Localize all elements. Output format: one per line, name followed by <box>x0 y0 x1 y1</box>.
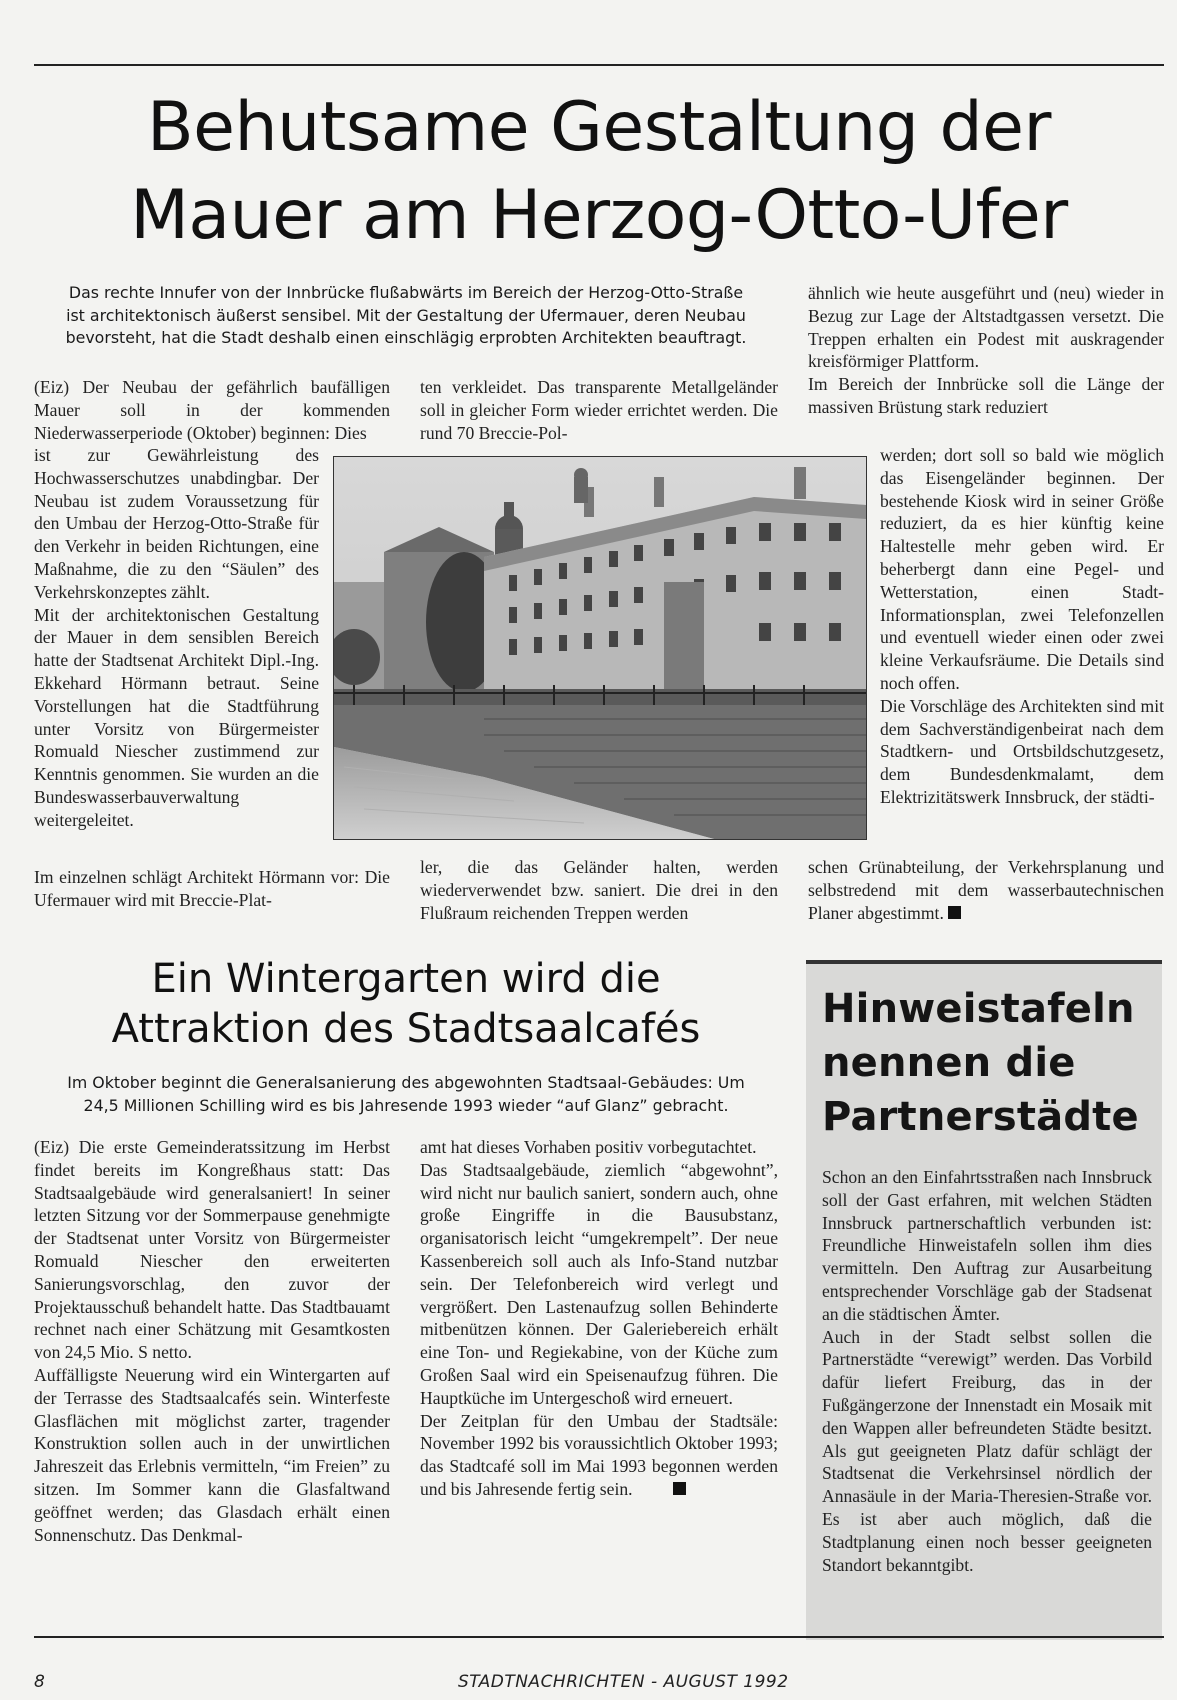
article2-headline <box>34 954 778 1054</box>
article1-col1-top-text: (Eiz) Der Neubau der gefährlich baufälligen Mauer soll in der kommenden Niederwasserperiode (Oktober) beginnen: Dies <box>34 377 390 443</box>
sidebar-headline-line1: Hinweistafeln <box>822 986 1135 1032</box>
article1-col3-bottom-text <box>808 856 1164 924</box>
article1-col1-mid <box>34 444 319 832</box>
article1-col3-top <box>808 282 1164 419</box>
article1-col3-narrow <box>880 444 1164 809</box>
article1-lead-line2: ist architektonisch äußerst sensibel. Mit der Gestaltung der Ufermauer, deren Neubau <box>66 305 746 325</box>
sidebar-headline <box>822 982 1152 1144</box>
sidebar-para2: Auch in der Stadt selbst sollen die Partnerstädte “verewigt” werden. Das Vorbild dafür liefert Freiburg, das in der Fußgängerzone der Innenstadt ein Mosaik mit den Wappen aller befreundeten Städte besitzt. Als gut geeigneten Platz dafür schlägt der Stadtsenat die Verkehrsinsel nördlich der Annasäule in der Maria-Theresien-Straße vor. Es ist aber auch möglich, daß die Stadtplanung einen noch besser geeigneten Standort bekanntgibt. <box>822 1326 1152 1575</box>
article2-col2-para1: amt hat dieses Vorhaben positiv vorbegutachtet. <box>420 1137 757 1157</box>
article2-col2 <box>420 1136 778 1501</box>
article1-col1-para1: ist zur Gewährleistung des Hochwasserschutzes unabdingbar. Der Neubau ist zudem Voraussetzung für den Umbau der Herzog-Otto-Straße für den Verkehr in beiden Richtungen, eine Maßnahme, die zu den “Säulen” des Verkehrskonzeptes zählt. <box>34 445 319 602</box>
article2-lead-line2: 24,5 Millionen Schilling wird es bis Jahresende 1993 wieder “auf Glanz” gebracht. <box>83 1095 729 1115</box>
article1-col3-para3: werden; dort soll so bald wie möglich das Eisengeländer beginnen. Der bestehende Kiosk wird in seiner Größe reduziert, da es hier künftig keine Haltestelle mehr geben wird. Er beherbergt dann eine Pegel- und Wetterstation, einen Stadt-Informationsplan, zwei Telefonzellen und eventuell wieder einen oder zwei kleine Verkaufsräume. Die Details sind noch offen. <box>880 445 1164 693</box>
article1-col3-bottom <box>808 856 1164 924</box>
article1-col1-para2: Mit der architektonischen Gestaltung der Mauer in dem sensiblen Bereich hatte der Stadtsenat Architekt Dipl.-Ing. Ekkehard Hörmann betraut. Seine Vorstellungen hat die Stadtführung unter Vorsitz von Bürgermeister Romuald Niescher zustimmend zur Kenntnis genommen. Sie wurden an die Bundeswasserbauverwaltung weitergeleitet. <box>34 604 319 830</box>
article1-col2-top-text: ten verkleidet. Das transparente Metallgeländer soll in gleicher Form wieder errichtet werden. Die rund 70 Breccie-Pol- <box>420 377 778 443</box>
page-number: 8 <box>34 1672 45 1692</box>
article1-col2-bottom-text: ler, die das Geländer halten, werden wiederverwendet bzw. saniert. Die drei in den Flußraum reichenden Treppen werden <box>420 857 778 923</box>
article1-col1-top <box>34 376 390 444</box>
article2-col2-para2: Das Stadtsaalgebäude, ziemlich “abgewohnt”, wird nicht nur baulich saniert, sondern auch, ohne große Eingriffe in die Bausubstanz, organisatorisch leicht “umgekrempelt”. Der neue Kassenbereich soll auch als Info-Stand nutzbar sein. Der Telefonbereich wird verlegt und vergrößert. Den Lastenaufzug sollen Behinderte mitbenützen können. Der Galeriebereich erhält eine Ton- und Regiekabine, von der Küche zum Großen Saal wird ein Speisenaufzug führen. Die Hauptküche im Untergeschoß wird erneuert. <box>420 1159 778 1408</box>
article2-col2-para3 <box>420 1410 778 1501</box>
sidebar-headline-line2: nennen die <box>822 1040 1076 1086</box>
article1-headline-line1: Behutsame Gestaltung der <box>147 88 1051 167</box>
article2-col2-para3-span: Der Zeitplan für den Umbau der Stadtsäle: November 1992 bis voraussichtlich Oktober 1993; das Stadtcafé soll im Mai 1993 begonnen werden und bis Jahresende fertig sein. <box>420 1410 778 1499</box>
article2-headline-line1: Ein Wintergarten wird die <box>151 956 661 1002</box>
sidebar-box <box>806 960 1162 1640</box>
article1-col2-bottom <box>420 856 778 924</box>
article2-col1-para1: (Eiz) Die erste Gemeinderatssitzung im Herbst findet bereits im Kongreßhaus statt: Das Stadtsaalgebäude wird generalsaniert! In seiner letzten Sitzung vor der Sommerpause genehmigte der Stadtsenat unter Vorsitz von Bürgermeister Romuald Niescher den erweiterten Sanierungsvorschlag, den zuvor der Projektausschuß behandelt hatte. Das Stadtbauamt rechnet nach einer Schätzung mit Gesamtkosten von 24,5 Mio. S netto. <box>34 1137 390 1363</box>
article1-col1-bottom-text: Im einzelnen schlägt Architekt Hörmann vor: Die Ufermauer wird mit Breccie-Plat- <box>34 867 390 910</box>
end-of-article-mark <box>948 906 961 919</box>
article1-headline <box>34 84 1164 260</box>
article1-lead-line3: bevorsteht, hat die Stadt deshalb einen einschlägig erprobten Architekten beauftragt. <box>65 328 747 347</box>
article1-col2-top <box>420 376 778 444</box>
article1-col3-para2: Im Bereich der Innbrücke soll die Länge der massiven Brüstung stark reduziert <box>808 374 1164 417</box>
riverbank-photo <box>333 456 867 840</box>
article1-lead-line1: Das rechte Innufer von der Innbrücke flußabwärts im Bereich der Herzog-Otto-Straße <box>68 283 744 302</box>
bottom-rule <box>34 1636 1164 1638</box>
article1-col1-bottom <box>34 866 390 912</box>
article2-lead <box>34 1072 778 1117</box>
article2-headline-line2: Attraktion des Stadtsaalcafés <box>111 1006 701 1052</box>
riverbank-photo-graphic <box>334 457 866 839</box>
publication-footer: STADTNACHRICHTEN - AUGUST 1992 <box>458 1672 789 1692</box>
end-of-article2-mark <box>673 1482 686 1495</box>
article2-lead-line1: Im Oktober beginnt die Generalsanierung des abgewohnten Stadtsaal-Gebäudes: Um <box>67 1073 745 1092</box>
article1-lead <box>34 282 778 350</box>
article2-col1-para2: Auffälligste Neuerung wird ein Wintergarten auf der Terrasse des Stadtsaalcafés sein. Winterfeste Glasflächen mit möglichst zarter, tragender Konstruktion sollen auch in der unwirtlichen Jahreszeit das Erlebnis vermitteln, “im Freien” zu sitzen. Im Sommer kann die Glasfaltwand geöffnet werden; das Glasdach erhält einen Sonnenschutz. Das Denkmal- <box>34 1364 390 1545</box>
article1-headline-line2: Mauer am Herzog-Otto-Ufer <box>130 176 1068 255</box>
article2-col1 <box>34 1136 390 1546</box>
article1-col3-para4: Die Vorschläge des Architekten sind mit dem Sachverständigenbeirat nach dem Stadtkern- und Ortsbildschutzgesetz, dem Bundesdenkmalamt, dem Elektrizitätswerk Innsbruck, der städti- <box>880 695 1164 807</box>
article1-col3-bottom-span: schen Grünabteilung, der Verkehrsplanung und selbstredend mit dem wasserbautechnischen Planer abgestimmt. <box>808 857 1164 923</box>
top-rule <box>34 64 1164 66</box>
sidebar-para1: Schon an den Einfahrtsstraßen nach Innsbruck soll der Gast erfahren, mit welchen Städten Innsbruck partnerschaftlich verbunden ist: Freundliche Hinweistafeln sollen ihm dies vermitteln. Den Auftrag zur Ausarbeitung entsprechender Vorschläge gab der Stadsenat an die städtischen Ämter. <box>822 1167 1152 1324</box>
article1-col3-para1: ähnlich wie heute ausgeführt und (neu) wieder in Bezug zur Lage der Altstadtgassen versetzt. Die Treppen erhalten ein Podest mit auskragender kreisförmiger Plattform. <box>808 283 1164 372</box>
sidebar-text <box>822 1166 1152 1576</box>
sidebar-headline-line3: Partnerstädte <box>822 1094 1139 1140</box>
